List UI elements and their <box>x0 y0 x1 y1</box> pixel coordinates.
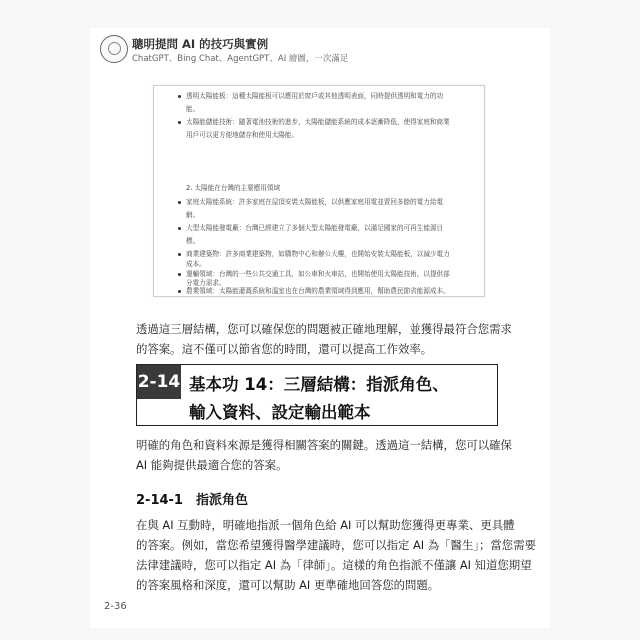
screenshot-line: 太陽能儲能技術：隨著電池技術的進步，太陽能儲能系統的成本逐漸降低，使得家庭和商業 <box>178 118 450 127</box>
bullet-icon <box>178 201 181 204</box>
body-paragraph-line: AI 能夠提供最適合您的答案。 <box>136 458 288 472</box>
chat-output-screenshot <box>153 85 485 297</box>
body-paragraph-line: 明確的角色和資料來源是獲得相關答案的關鍵。透過這一結構，您可以確保 <box>136 438 512 452</box>
bullet-icon <box>178 273 181 276</box>
bullet-icon <box>178 253 181 256</box>
bullet-icon <box>178 121 181 124</box>
screenshot-line: 大型太陽能發電廠：台灣已經建立了多個大型太陽能發電廠，以滿足國家的可再生能源目 <box>178 224 443 233</box>
section-number: 2-14 <box>137 365 181 399</box>
screenshot-line: 運輸領域：台灣的一些公共交通工具，如公車和火車站，也開始使用太陽能技術，以提供部 <box>178 270 450 279</box>
subsection-title: 2-14-1 指派角色 <box>136 493 248 508</box>
screenshot-heading: 2. 太陽能在台灣的主要應用領域 <box>186 184 281 192</box>
body-paragraph-line: 的答案。例如，當您希望獲得醫學建議時，您可以指定 AI 為「醫生」；當您需要 <box>136 538 536 552</box>
body-paragraph-line: 透過這三層結構，您可以確保您的問題被正確地理解，並獲得最符合您需求 <box>136 322 512 336</box>
section-title-line: 基本功 14：三層結構：指派角色、 <box>189 375 449 394</box>
bullet-icon <box>178 95 181 98</box>
running-header-subtitle: ChatGPT、Bing Chat、AgentGPT、AI 繪圖，一次滿足 <box>132 54 349 64</box>
bullet-icon <box>178 290 181 293</box>
section-heading-box <box>136 364 498 426</box>
screenshot-line: 用戶可以更方便地儲存和使用太陽能。 <box>186 131 299 139</box>
screenshot-line: 成本。 <box>186 260 206 268</box>
screenshot-line: 網。 <box>186 211 200 219</box>
screenshot-line: 分電力需求。 <box>186 279 226 287</box>
section-title-line: 輸入資料、設定輸出範本 <box>189 403 371 422</box>
body-paragraph-line: 的答案。這不僅可以節省您的時間，還可以提高工作效率。 <box>136 342 433 356</box>
screenshot-line: 農業領域：太陽能灌溉系統和溫室也在台灣的農業領域得到應用，幫助農民節省能源成本。 <box>178 287 450 296</box>
page-number: 2-36 <box>104 601 127 612</box>
screenshot-line: 能。 <box>186 105 200 113</box>
body-paragraph-line: 在與 AI 互動時，明確地指派一個角色給 AI 可以幫助您獲得更專業、更具體 <box>136 518 515 532</box>
running-header-title: 聰明提問 AI 的技巧與實例 <box>132 37 269 51</box>
screenshot-line: 家庭太陽能系統：許多家庭在屋頂安裝太陽能板，以供應家庭用電並賣回多餘的電力給電 <box>178 198 443 207</box>
screenshot-line: 標。 <box>186 237 200 245</box>
screenshot-line: 商業建築物：許多商業建築物，如購物中心和辦公大樓，也開始安裝太陽能板，以減少電力 <box>178 250 450 259</box>
book-logo-icon <box>100 35 128 63</box>
body-paragraph-line: 法律建議時，您可以指定 AI 為「律師」。這樣的角色指派不僅讓 AI 知道您期望 <box>136 558 532 572</box>
screenshot-line: 透明太陽能板：這種太陽能板可以應用於窗戶或其他透明表面，同時提供透明和電力的功 <box>178 92 443 101</box>
body-paragraph-line: 的答案風格和深度，還可以幫助 AI 更準確地回答您的問題。 <box>136 578 440 592</box>
bullet-icon <box>178 227 181 230</box>
